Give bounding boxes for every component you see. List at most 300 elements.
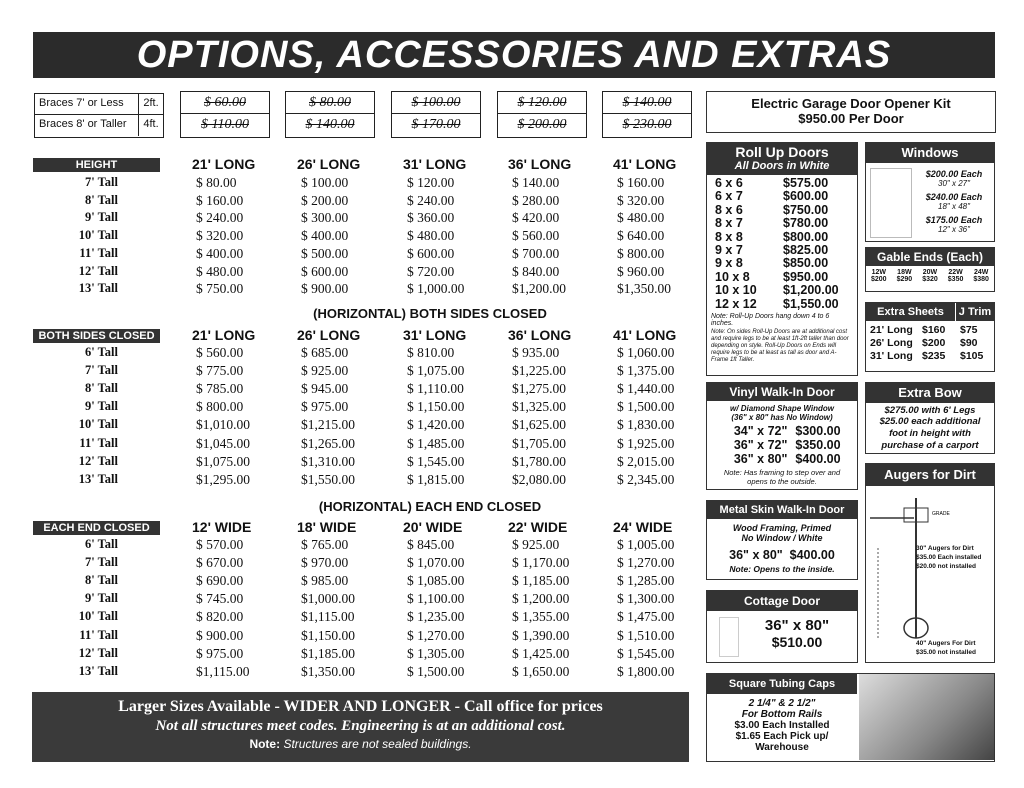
price: $ 60.00	[181, 92, 269, 114]
price-cell: $ 300.00	[301, 210, 349, 226]
gable-price: $380	[973, 276, 989, 283]
sheet-price: $235	[922, 350, 946, 362]
price-cell: $1,225.00	[512, 363, 566, 379]
sheets-row	[870, 350, 990, 363]
price-cell: $ 800.00	[617, 245, 665, 261]
sheet-length: 21' Long	[870, 324, 913, 336]
price-cell: $ 900.00	[301, 281, 349, 297]
vinyl-size: 36" x 72"	[733, 438, 788, 452]
price-cell: $ 1,200.00	[512, 591, 570, 607]
rollup-size: 10 x 8	[715, 269, 750, 284]
price-cell: $ 935.00	[512, 345, 560, 360]
price-cell: $1,625.00	[512, 417, 566, 433]
price-cell: $ 1,150.00	[407, 399, 465, 415]
price-cell: $ 600.00	[407, 245, 455, 261]
column-header: 21' LONG	[192, 156, 256, 172]
price-cell: $ 320.00	[617, 192, 665, 208]
vinyl-sub1: w/ Diamond Shape Window	[730, 404, 834, 413]
price-cell: $ 2,345.00	[617, 471, 675, 487]
row-label: 12' Tall	[78, 645, 118, 660]
price-cell: $ 1,815.00	[407, 471, 465, 487]
gable-size: 24W	[973, 269, 989, 276]
price-cell: $ 960.00	[617, 263, 665, 279]
gable-size: 12W	[871, 269, 886, 276]
price-cell: $2,080.00	[512, 471, 566, 487]
price-cell: $ 925.00	[512, 537, 560, 552]
rollup-price: $600.00	[783, 189, 829, 204]
price-cell: $1,780.00	[512, 453, 566, 469]
rollup-price: $1,200.00	[783, 283, 839, 298]
price-cell: $1,000.00	[301, 591, 355, 607]
price-cell: $ 1,075.00	[407, 363, 465, 379]
braces-table	[34, 93, 164, 138]
jtrim-price: $75	[960, 324, 978, 336]
price-cell: $ 1,285.00	[617, 573, 675, 589]
vinyl-price: $300.00	[795, 424, 841, 438]
vinyl-item	[707, 452, 857, 466]
price-cell: $ 1,100.00	[407, 591, 465, 607]
rollup-item	[715, 177, 853, 190]
page-title: OPTIONS, ACCESSORIES AND EXTRAS	[33, 32, 995, 78]
jtrim-price: $105	[960, 350, 984, 362]
price-cell: $1,310.00	[301, 453, 355, 469]
price-cell: $1,200.00	[512, 281, 566, 297]
door-icon	[719, 617, 739, 657]
price-cell: $ 1,475.00	[617, 609, 675, 625]
price-cell: $ 745.00	[196, 591, 244, 607]
rollup-subtitle: All Doors in White	[707, 160, 857, 175]
rollup-size: 8 x 6	[715, 202, 743, 217]
bow-line2: $25.00 each additional foot in height with purchase of a carport	[879, 416, 981, 451]
window-size: 18" x 48"	[938, 202, 970, 211]
price-cell: $ 785.00	[196, 381, 244, 397]
auger-30-label: 30" Augers for Dirt	[916, 545, 974, 552]
row-label: 10' Tall	[78, 609, 118, 624]
rollup-size: 8 x 7	[715, 216, 743, 231]
opener-price: $950.00 Per Door	[798, 111, 904, 126]
price-cell: $ 240.00	[407, 192, 455, 208]
column-header: 36' LONG	[508, 156, 572, 172]
vinyl-size: 34" x 72"	[733, 424, 788, 438]
price-cell: $1,075.00	[196, 453, 250, 469]
rollup-item	[715, 217, 853, 230]
rollup-size: 6 x 7	[715, 189, 743, 204]
caps-size: 2 1/4" & 2 1/2"	[748, 698, 816, 709]
row-label: 7' Tall	[84, 175, 118, 189]
row-label: 13' Tall	[78, 663, 118, 678]
price: $ 140.00	[305, 117, 355, 132]
bow-title: Extra Bow	[866, 383, 994, 403]
gable-title: Gable Ends (Each)	[866, 248, 994, 266]
windows-title: Windows	[866, 143, 994, 163]
brace-price-box	[391, 91, 481, 138]
rollup-item	[715, 244, 853, 257]
price-cell: $ 1,425.00	[512, 645, 570, 661]
gable-col	[973, 269, 989, 283]
price-cell: $ 670.00	[196, 555, 244, 571]
gable-size: 20W	[922, 269, 938, 276]
price-cell: $ 1,375.00	[617, 363, 675, 379]
price-cell: $ 690.00	[196, 573, 244, 589]
footer-line2: Not all structures meet codes. Engineering is at an additional cost.	[155, 718, 566, 734]
gable-size: 22W	[948, 269, 963, 276]
row-label: 8' Tall	[84, 192, 118, 207]
rollup-size: 8 x 8	[715, 229, 743, 244]
metal-door-box	[706, 500, 858, 580]
row-label: 7' Tall	[84, 555, 118, 570]
augers-box	[865, 463, 995, 663]
metal-title: Metal Skin Walk-In Door	[707, 501, 857, 519]
column-header: 12' WIDE	[192, 519, 252, 535]
row-label: 10' Tall	[78, 417, 118, 432]
sheet-length: 31' Long	[870, 350, 913, 362]
row-label: 13' Tall	[78, 471, 118, 486]
price-cell: $ 1,485.00	[407, 435, 465, 451]
metal-size: 36" x 80"	[729, 548, 783, 562]
price: $ 100.00	[392, 92, 480, 114]
price-cell: $ 1,390.00	[512, 627, 570, 643]
brace-price-box	[285, 91, 375, 138]
price-cell: $1,350.00	[617, 281, 671, 297]
row-label: 12' Tall	[78, 263, 118, 278]
sheet-price: $160	[922, 324, 946, 336]
note-label: Note:	[249, 737, 281, 751]
footer-line1: Larger Sizes Available - WIDER AND LONGER - Call office for prices	[118, 698, 603, 715]
rollup-price: $950.00	[783, 269, 829, 284]
price-cell: $1,265.00	[301, 435, 355, 451]
price-cell: $ 1,800.00	[617, 663, 675, 679]
sheet-price: $200	[922, 337, 946, 349]
column-header: 22' WIDE	[508, 519, 568, 535]
rollup-title: Roll Up Doors	[707, 143, 857, 160]
price-cell: $ 400.00	[301, 228, 349, 244]
row-label: 8' Tall	[84, 573, 118, 588]
braces-label: Braces 7' or Less	[35, 94, 139, 114]
section-title: (HORIZONTAL) EACH END CLOSED	[318, 499, 542, 514]
rollup-box	[706, 142, 858, 376]
price-cell: $ 685.00	[301, 345, 349, 360]
price-cell: $ 1,270.00	[407, 627, 465, 643]
price-cell: $ 360.00	[407, 210, 455, 226]
price-cell: $ 600.00	[301, 263, 349, 279]
price-cell: $ 560.00	[512, 228, 560, 244]
window-size: 30" x 27"	[938, 179, 970, 188]
auger-40-label: 40" Augers For Dirt	[916, 640, 976, 647]
window-size: 12" x 36"	[938, 225, 970, 234]
cottage-door-box	[706, 590, 858, 663]
row-label: 9' Tall	[84, 399, 118, 414]
extra-sheets-box	[865, 302, 995, 372]
auger-diagram	[866, 488, 993, 663]
row-label: 11' Tall	[79, 435, 118, 450]
column-header: 24' WIDE	[613, 519, 673, 535]
rollup-price: $850.00	[783, 256, 829, 271]
note-text: Structures are not sealed buildings.	[283, 737, 472, 751]
braces-feet: 4ft.	[143, 118, 159, 130]
price-cell: $ 900.00	[196, 627, 244, 643]
price-cell: $ 975.00	[301, 399, 349, 415]
brace-price-box	[602, 91, 692, 138]
tubing-caps-box	[706, 673, 995, 762]
rollup-size: 10 x 10	[715, 283, 757, 298]
price-cell: $ 1,305.00	[407, 645, 465, 661]
price-cell: $1,010.00	[196, 417, 250, 433]
price-cell: $ 1,005.00	[617, 537, 675, 552]
price-cell: $ 1,925.00	[617, 435, 675, 451]
sheet-length: 26' Long	[870, 337, 913, 349]
price-cell: $ 700.00	[512, 245, 560, 261]
price-cell: $ 480.00	[407, 228, 455, 244]
section-header: EACH END CLOSED	[33, 521, 160, 535]
column-header: 31' LONG	[403, 327, 467, 343]
row-label: 11' Tall	[79, 245, 118, 260]
auger-40-not-installed: $35.00 not installed	[916, 649, 976, 656]
caps-installed: $3.00 Each Installed	[734, 720, 830, 731]
price-cell: $ 1,070.00	[407, 555, 465, 571]
rollup-item	[715, 271, 853, 284]
extra-bow-box	[865, 382, 995, 454]
column-header: 26' LONG	[297, 156, 361, 172]
row-label: 6' Tall	[84, 345, 118, 359]
price-cell: $1,185.00	[301, 645, 355, 661]
price: $ 80.00	[286, 92, 374, 114]
window-price: $175.00 Each	[925, 215, 983, 225]
caps-warehouse: Warehouse	[755, 742, 809, 753]
row-label: 13' Tall	[78, 281, 118, 296]
row-label: 10' Tall	[78, 228, 118, 243]
price-cell: $ 720.00	[407, 263, 455, 279]
price: $ 120.00	[498, 92, 586, 114]
price-cell: $ 480.00	[617, 210, 665, 226]
price-cell: $ 1,170.00	[512, 555, 570, 571]
price-cell: $ 1,300.00	[617, 591, 675, 607]
price-cell: $ 480.00	[196, 263, 244, 279]
vinyl-item	[707, 424, 857, 438]
price-cell: $ 945.00	[301, 381, 349, 397]
price-cell: $ 970.00	[301, 555, 349, 571]
caps-title: Square Tubing Caps	[707, 674, 857, 694]
metal-sub: Wood Framing, Primed No Window / White	[732, 523, 832, 543]
price: $ 170.00	[411, 117, 461, 132]
price-cell: $ 1,830.00	[617, 417, 675, 433]
gable-col	[871, 269, 887, 283]
price: $ 200.00	[517, 117, 567, 132]
brace-price-box	[180, 91, 270, 138]
rollup-size: 9 x 8	[715, 256, 743, 271]
vinyl-note: Note: Has framing to step over and opens to the outside.	[723, 468, 841, 486]
price: $ 110.00	[201, 117, 249, 132]
rollup-item	[715, 298, 853, 311]
rollup-price: $1,550.00	[783, 296, 839, 311]
price-cell: $ 840.00	[512, 263, 560, 279]
window-icon	[870, 168, 912, 238]
price-cell: $ 925.00	[301, 363, 349, 379]
price-cell: $ 120.00	[407, 175, 455, 190]
rollup-price: $800.00	[783, 229, 829, 244]
column-header: 31' LONG	[403, 156, 467, 172]
vinyl-sub2: (36" x 80" has No Window)	[731, 413, 833, 422]
rollup-price: $575.00	[783, 176, 829, 190]
section-header: BOTH SIDES CLOSED	[33, 329, 160, 343]
grade-label: GRADE	[932, 511, 950, 517]
cottage-price: $510.00	[771, 634, 823, 650]
window-price: $200.00 Each	[925, 169, 983, 179]
bow-line1: $275.00 with 6' Legs	[884, 405, 976, 416]
price-cell: $1,115.00	[301, 609, 355, 625]
row-label: 8' Tall	[84, 381, 118, 396]
row-label: 12' Tall	[78, 453, 118, 468]
rollup-item	[715, 231, 853, 244]
row-label: 6' Tall	[84, 537, 118, 551]
section-title: (HORIZONTAL) BOTH SIDES CLOSED	[313, 306, 547, 321]
price-cell: $ 420.00	[512, 210, 560, 226]
price-cell: $ 1,060.00	[617, 345, 675, 360]
rollup-note2: Note: On sides Roll-Up Doors are at additional cost and require legs to be at least 1ft-2ft taller than door depending on style. Roll-Up Doors on Ends will require legs to be at least as tall as door and A-Frame 1ft Taller.	[711, 329, 849, 364]
gable-price: $290	[896, 276, 913, 283]
cottage-title: Cottage Door	[707, 591, 857, 611]
sheets-row	[870, 324, 990, 337]
sheets-row	[870, 337, 990, 350]
price-cell: $ 140.00	[512, 175, 560, 190]
price-cell: $ 2,015.00	[617, 453, 675, 469]
metal-note: Note: Opens to the inside.	[729, 564, 835, 574]
price-cell: $ 240.00	[196, 210, 244, 226]
price-cell: $ 570.00	[196, 537, 244, 552]
rollup-price: $825.00	[783, 243, 829, 258]
gable-col	[948, 269, 964, 283]
price-cell: $ 80.00	[196, 175, 237, 190]
brace-price-box	[497, 91, 587, 138]
price-cell: $1,325.00	[512, 399, 566, 415]
price: $ 140.00	[603, 92, 691, 114]
column-header: 41' LONG	[613, 156, 677, 172]
price-cell: $ 100.00	[301, 175, 349, 190]
price-cell: $ 1,650.00	[512, 663, 570, 679]
jtrim-title: J Trim	[958, 306, 992, 318]
row-label: 9' Tall	[84, 591, 118, 606]
price-cell: $ 640.00	[617, 228, 665, 244]
cottage-size: 36" x 80"	[764, 617, 830, 634]
price-cell: $1,705.00	[512, 435, 566, 451]
column-header: 18' WIDE	[297, 519, 357, 535]
price-cell: $1,045.00	[196, 435, 250, 451]
vinyl-item	[707, 438, 857, 452]
price-cell: $ 1,545.00	[407, 453, 465, 469]
rollup-price: $750.00	[783, 202, 829, 217]
price-cell: $ 400.00	[196, 245, 244, 261]
column-header: 26' LONG	[297, 327, 361, 343]
column-header: 41' LONG	[613, 327, 677, 343]
price-cell: $ 810.00	[407, 345, 455, 360]
price-cell: $ 1,085.00	[407, 573, 465, 589]
row-label: 7' Tall	[84, 363, 118, 378]
caps-use: For Bottom Rails	[741, 709, 823, 720]
price-cell: $ 1,235.00	[407, 609, 465, 625]
price-cell: $1,295.00	[196, 471, 250, 487]
vinyl-size: 36" x 80"	[733, 452, 788, 466]
rollup-item	[715, 190, 853, 203]
price-cell: $ 1,355.00	[512, 609, 570, 625]
price-cell: $ 1,510.00	[617, 627, 675, 643]
auger-30-installed: $35.00 Each installed	[916, 554, 982, 561]
price-cell: $ 820.00	[196, 609, 244, 625]
gable-price: $320	[922, 276, 938, 283]
opener-title: Electric Garage Door Opener Kit	[751, 96, 951, 111]
row-label: 11' Tall	[79, 627, 118, 642]
column-header: 36' LONG	[508, 327, 572, 343]
metal-price: $400.00	[789, 548, 835, 562]
price-cell: $1,350.00	[301, 663, 355, 679]
price-cell: $ 985.00	[301, 573, 349, 589]
vinyl-door-box	[706, 382, 858, 490]
rollup-size: 6 x 6	[715, 176, 743, 190]
vinyl-price: $400.00	[795, 452, 841, 466]
vinyl-title: Vinyl Walk-In Door	[707, 383, 857, 401]
row-label: 9' Tall	[84, 210, 118, 225]
price-cell: $ 200.00	[301, 192, 349, 208]
footer-banner	[32, 692, 689, 762]
price-cell: $ 1,440.00	[617, 381, 675, 397]
price-cell: $ 775.00	[196, 363, 244, 379]
tubing-cap-photo	[859, 674, 994, 760]
price-cell: $1,150.00	[301, 627, 355, 643]
gable-price: $200	[871, 276, 887, 283]
gable-col	[897, 269, 913, 283]
price-cell: $ 1,000.00	[407, 281, 465, 297]
jtrim-price: $90	[960, 337, 978, 349]
rollup-size: 9 x 7	[715, 243, 743, 258]
price-cell: $ 1,500.00	[617, 399, 675, 415]
price-cell: $ 320.00	[196, 228, 244, 244]
price-cell: $ 280.00	[512, 192, 560, 208]
price-cell: $ 560.00	[196, 345, 244, 360]
augers-title: Augers for Dirt	[866, 464, 994, 486]
caps-pickup: $1.65 Each Pick up/	[735, 731, 829, 742]
gable-box	[865, 247, 995, 292]
section-header: HEIGHT	[33, 158, 160, 172]
price-cell: $ 1,185.00	[512, 573, 570, 589]
column-header: 20' WIDE	[403, 519, 463, 535]
price-cell: $ 765.00	[301, 537, 349, 552]
braces-feet: 2ft.	[143, 97, 159, 109]
rollup-item	[715, 284, 853, 297]
price-cell: $ 1,545.00	[617, 645, 675, 661]
windows-box	[865, 142, 995, 242]
price-cell: $1,115.00	[196, 663, 250, 679]
price-cell: $1,215.00	[301, 417, 355, 433]
rollup-size: 12 x 12	[715, 296, 757, 311]
price-cell: $ 845.00	[407, 537, 455, 552]
price-cell: $ 800.00	[196, 399, 244, 415]
gable-price: $350	[947, 276, 964, 283]
price-cell: $1,275.00	[512, 381, 566, 397]
price-cell: $ 975.00	[196, 645, 244, 661]
rollup-price: $780.00	[783, 216, 829, 231]
price-cell: $ 1,420.00	[407, 417, 465, 433]
price-cell: $ 1,500.00	[407, 663, 465, 679]
price: $ 230.00	[622, 117, 672, 132]
rollup-item	[715, 257, 853, 270]
vinyl-price: $350.00	[795, 438, 841, 452]
gable-col	[922, 269, 938, 283]
footer-note	[32, 737, 689, 751]
price-cell: $1,550.00	[301, 471, 355, 487]
rollup-note1: Note: Roll-Up Doors hang down 4 to 6 inches.	[711, 313, 830, 328]
price-cell: $ 500.00	[301, 245, 349, 261]
price-cell: $ 750.00	[196, 281, 244, 297]
braces-label: Braces 8' or Taller	[35, 115, 139, 136]
column-header: 21' LONG	[192, 327, 256, 343]
